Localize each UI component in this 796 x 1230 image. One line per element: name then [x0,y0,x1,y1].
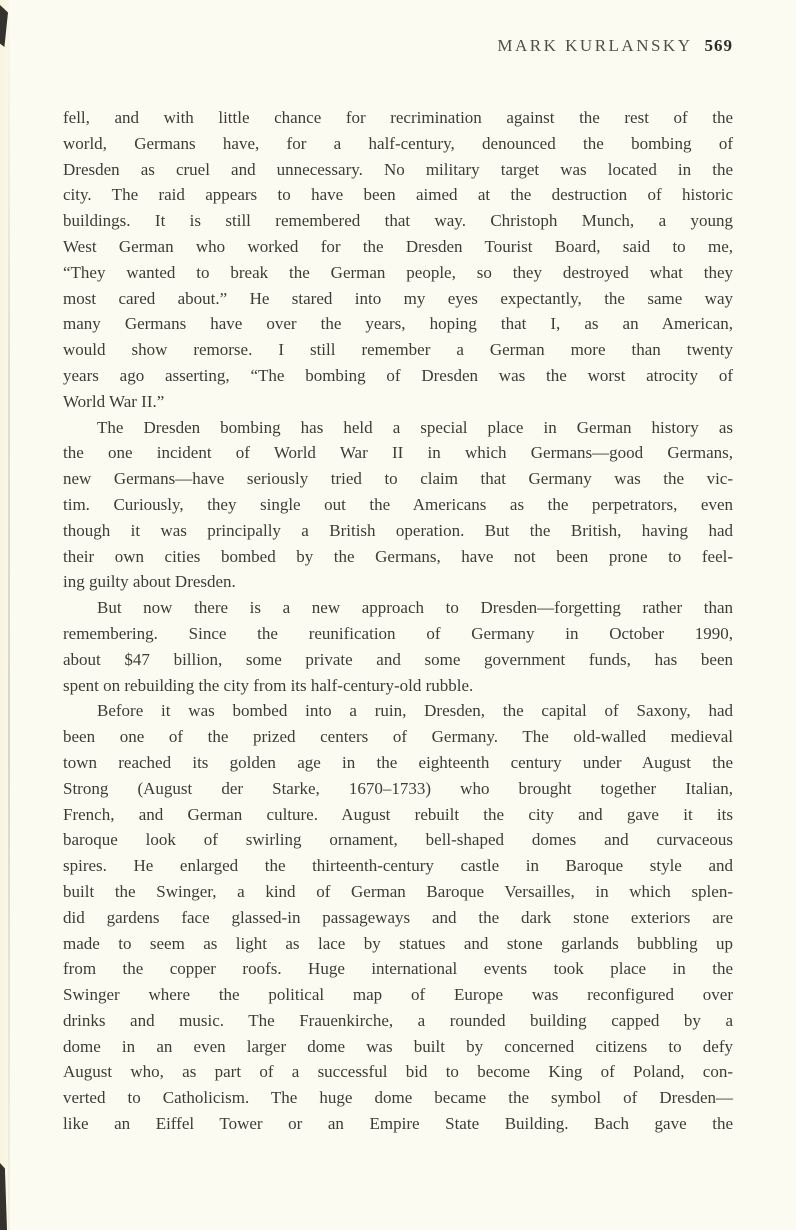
text-line: buildings. It is still remembered that way. Christoph Munch, a young [63,211,733,231]
text-line: town reached its golden age in the eighteenth century under August the [63,752,733,772]
text-line: been one of the prized centers of Germany. The old-walled medieval [63,727,733,747]
text-line: August who, as part of a successful bid to become King of Poland, con- [63,1062,733,1082]
text-line: spent on rebuilding the city from its half-century-old rubble. [63,675,474,695]
text-line: drinks and music. The Frauenkirche, a rounded building capped by a [63,1010,733,1030]
author-name: MARK KURLANSKY [497,36,693,55]
paragraph [63,415,733,596]
page-body [63,105,733,1137]
text-line: would show remorse. I still remember a German more than twenty [63,340,733,360]
text-line: Swinger where the political map of Europe was reconfigured over [63,985,733,1005]
paragraph [63,105,733,415]
text-line: many Germans have over the years, hoping that I, as an American, [63,314,733,334]
page-number: 569 [704,36,733,55]
text-line: city. The raid appears to have been aimed at the destruction of historic [63,185,733,205]
text-line: from the copper roofs. Huge international events took place in the [63,959,733,979]
text-line: world, Germans have, for a half-century, denounced the bombing of [63,133,733,153]
text-line: World War II.” [63,391,165,411]
text-line: remembering. Since the reunification of Germany in October 1990, [63,623,733,643]
text-line: verted to Catholicism. The huge dome became the symbol of Dresden— [63,1088,733,1108]
text-line: their own cities bombed by the Germans, have not been prone to feel- [63,546,733,566]
running-header [63,36,733,56]
text-line: baroque look of swirling ornament, bell-shaped domes and curvaceous [63,830,733,850]
text-line: new Germans—have seriously tried to claim that Germany was the vic- [63,469,733,489]
page-crease-line [8,0,10,1230]
text-line: spires. He enlarged the thirteenth-century castle in Baroque style and [63,856,733,876]
text-line: the one incident of World War II in which Germans—good Germans, [63,443,733,463]
text-line: fell, and with little chance for recrimination against the rest of the [63,108,733,127]
text-line: But now there is a new approach to Dresden—forgetting rather than [97,598,733,618]
text-line: did gardens face glassed-in passageways and the dark stone exteriors are [63,907,733,927]
text-line: most cared about.” He stared into my eyes expectantly, the same way [63,288,733,308]
text-line: tim. Curiously, they single out the Americans as the perpetrators, even [63,494,733,514]
text-line: made to seem as light as lace by statues and stone garlands bubbling up [63,933,733,953]
text-line: built the Swinger, a kind of German Baroque Versailles, in which splen- [63,881,733,901]
text-line: “They wanted to break the German people, so they destroyed what they [63,262,733,282]
text-line: French, and German culture. August rebuilt the city and gave it its [63,804,733,824]
text-line: dome in an even larger dome was built by concerned citizens to defy [63,1036,733,1056]
paragraph [63,595,733,698]
text-line: Before it was bombed into a ruin, Dresden, the capital of Saxony, had [97,701,733,721]
text-line: Strong (August der Starke, 1670–1733) who brought together Italian, [63,778,733,798]
text-line: like an Eiffel Tower or an Empire State Building. Bach gave the [63,1114,733,1134]
text-line: years ago asserting, “The bombing of Dresden was the worst atrocity of [63,365,733,385]
text-line: Dresden as cruel and unnecessary. No military target was located in the [63,159,733,179]
text-line: West German who worked for the Dresden Tourist Board, said to me, [63,236,733,256]
text-line: The Dresden bombing has held a special place in German history as [97,417,733,437]
text-line: about $47 billion, some private and some government funds, has been [63,649,733,669]
text-line: though it was principally a British operation. But the British, having had [63,520,733,540]
text-line: ing guilty about Dresden. [63,572,236,592]
paragraph [63,698,733,1137]
